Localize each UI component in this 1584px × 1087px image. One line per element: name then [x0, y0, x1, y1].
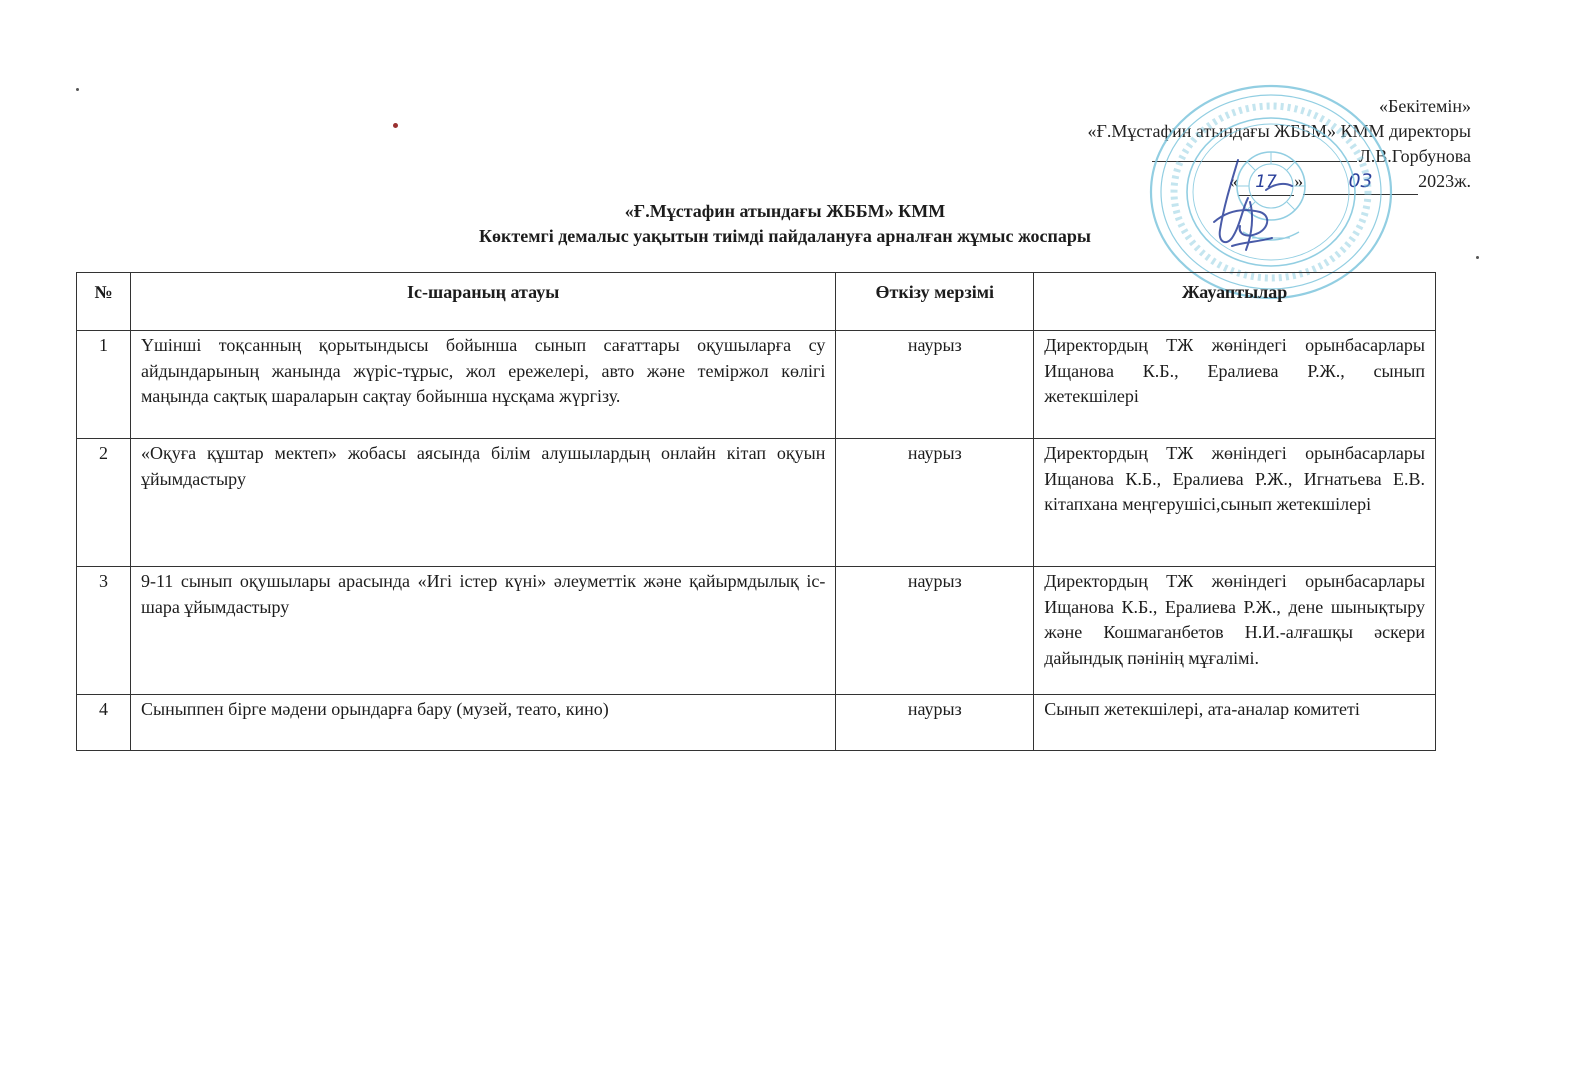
approval-organization: «Ғ.Мұстафин атындағы ЖББМ» КММ директоры — [1087, 121, 1471, 141]
event-date: наурыз — [836, 567, 1034, 695]
event-responsible: Сынып жетекшілері, ата-аналар комитеті — [1034, 695, 1436, 751]
event-date: наурыз — [836, 695, 1034, 751]
date-open-quote: « — [1229, 171, 1239, 191]
column-header-number: № — [77, 273, 131, 331]
row-number: 1 — [77, 331, 131, 439]
signature-line — [1152, 145, 1357, 162]
scan-speck — [393, 123, 398, 128]
event-date: наурыз — [836, 439, 1034, 567]
table-header-row — [77, 273, 1436, 331]
row-number: 3 — [77, 567, 131, 695]
table-row — [77, 331, 1436, 439]
document-title-plan: Көктемгі демалыс уақытын тиімді пайдалануға арналған жұмыс жоспары — [479, 226, 1091, 246]
event-name: «Оқуға құштар мектеп» жобасы аясында білім алушылардың онлайн кітап оқуын ұйымдастыру — [130, 439, 835, 567]
event-name: Үшінші тоқсанның қорытындысы бойынша сынып сағаттары оқушыларға су айдындарының жанында жүріс-тұрыс, жол ережелері, авто және теміржол көлігі маңында сақтық шараларын сақтау бойынша нұсқама жүргізу. — [130, 331, 835, 439]
document-title-organization: «Ғ.Мұстафин атындағы ЖББМ» КММ — [624, 201, 946, 221]
approval-date-line — [1088, 169, 1471, 196]
event-responsible: Директордың ТЖ жөніндегі орынбасарлары Ищанова К.Б., Ералиева Р.Ж., сынып жетекшілері — [1034, 331, 1436, 439]
approval-heading: «Бекітемін» — [1379, 96, 1471, 116]
row-number: 2 — [77, 439, 131, 567]
date-close-quote: » — [1294, 171, 1304, 191]
column-header-event-name: Іс-шараның атауы — [130, 273, 835, 331]
approval-block — [1088, 94, 1471, 196]
table-row — [77, 439, 1436, 567]
event-responsible: Директордың ТЖ жөніндегі орынбасарлары Ищанова К.Б., Ералиева Р.Ж., Игнатьева Е.В. кітапхана меңгерушісі,сынып жетекшілері — [1034, 439, 1436, 567]
row-number: 4 — [77, 695, 131, 751]
table-row — [77, 695, 1436, 751]
date-year: 2023ж. — [1418, 171, 1471, 191]
director-name: Л.В.Горбунова — [1358, 146, 1471, 166]
scan-speck — [76, 88, 79, 91]
date-day: 17 — [1238, 170, 1294, 196]
scan-speck — [1476, 256, 1479, 259]
date-month: 03 — [1303, 169, 1418, 195]
event-date: наурыз — [836, 331, 1034, 439]
table-row — [77, 567, 1436, 695]
column-header-responsible: Жауаптылар — [1034, 273, 1436, 331]
work-plan-table — [76, 272, 1436, 751]
event-responsible: Директордың ТЖ жөніндегі орынбасарлары Ищанова К.Б., Ералиева Р.Ж., дене шынықтыру және Кошмаганбетов Н.И.-алғашқы әскери дайындық пәнінің мұғалімі. — [1034, 567, 1436, 695]
event-name: Сыныппен бірге мәдени орындарға бару (музей, теато, кино) — [130, 695, 835, 751]
event-name: 9-11 сынып оқушылары арасында «Игі істер күні» әлеуметтік және қайырмдылық іс-шара ұйымдастыру — [130, 567, 835, 695]
document-title — [230, 199, 1340, 249]
approval-director-line — [1088, 144, 1471, 169]
column-header-date: Өткізу мерзімі — [836, 273, 1034, 331]
